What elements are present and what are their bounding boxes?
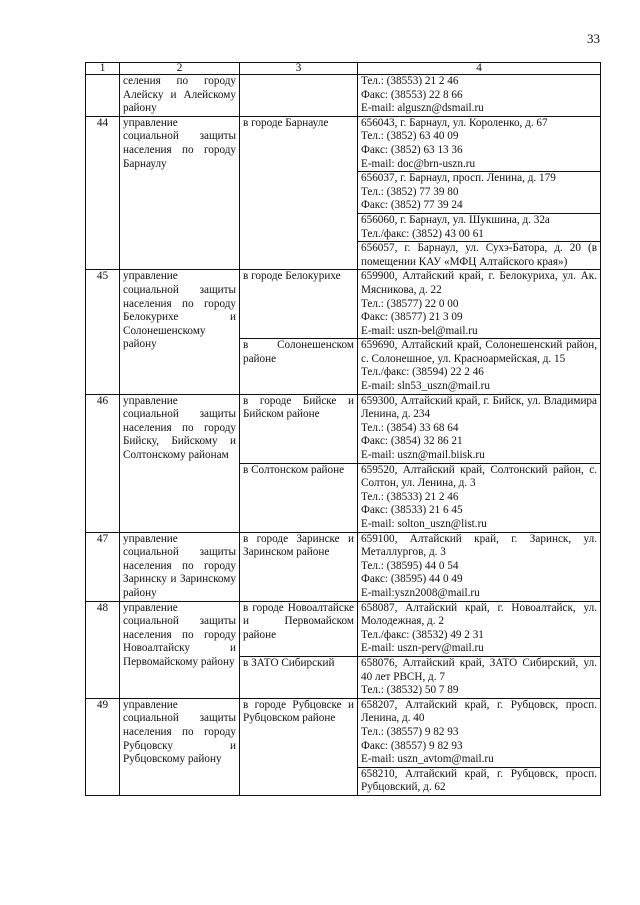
email-line: E-mail: uszn-bel@mail.ru	[361, 324, 478, 337]
email-line: E-mail: uszn@mail.biisk.ru	[361, 449, 485, 462]
contact-details	[358, 116, 601, 171]
email-line: E-mail: doc@brn-uszn.ru	[361, 157, 476, 170]
phone-line: Тел.: (38553) 21 2 46	[361, 75, 459, 87]
service-area: в городе Барнауле	[240, 116, 358, 270]
row-number	[86, 75, 120, 117]
email-line: E-mail: uszn_avtom@mail.ru	[361, 753, 494, 766]
phone-line: Тел.: (38533) 21 2 46	[361, 490, 459, 503]
phone-line: Тел.: (38595) 44 0 54	[361, 559, 459, 572]
email-line: E-mail: alguszn@dsmail.ru	[361, 102, 484, 115]
phone-line: Тел.: (38532) 50 7 89	[361, 684, 459, 697]
organization-name: управление социальной защиты населения по городу Бийску, Бийскому и Солтонскому районам	[120, 394, 240, 532]
contact-details	[358, 601, 601, 656]
address-line: 658076, Алтайский край, ЗАТО Сибирский, ул. 40 лет РВСН, д. 7	[361, 656, 597, 683]
table-row	[86, 394, 601, 463]
service-area: в Солонешенском районе	[240, 339, 358, 394]
organization-name: управление социальной защиты населения по городу Барнаулу	[120, 116, 240, 270]
address-line: 659520, Алтайский край, Солтонский район, с. Солтон, ул. Ленина, д. 3	[361, 463, 597, 490]
fax-line: Факс: (38533) 21 6 45	[361, 504, 463, 517]
contact-details	[358, 698, 601, 767]
table-row	[86, 601, 601, 656]
organization-name: управление социальной защиты населения по городу Рубцовску и Рубцовскому району	[120, 698, 240, 795]
organization-name: управление социальной защиты населения по городу Новоалтайску и Первомайскому району	[120, 601, 240, 698]
phone-line: Тел.: (38557) 9 82 93	[361, 725, 459, 738]
contact-details	[358, 394, 601, 463]
page-number: 33	[587, 31, 600, 46]
address-line: 656043, г. Барнаул, ул. Короленко, д. 67	[361, 116, 548, 129]
contact-details	[358, 213, 601, 241]
organization-name: управление социальной защиты населения по городу Заринску и Заринскому району	[120, 532, 240, 601]
table-row	[86, 532, 601, 601]
email-line: E-mail:yszn2008@mail.ru	[361, 586, 480, 599]
fax-line: Факс: (38553) 22 8 66	[361, 88, 463, 101]
row-number: 47	[86, 532, 120, 601]
row-number: 44	[86, 116, 120, 270]
contact-details	[358, 270, 601, 339]
phone-line: Тел.: (3852) 77 39 80	[361, 185, 459, 198]
contact-details	[358, 242, 601, 270]
service-area	[240, 75, 358, 117]
phone-line: Тел.: (3852) 63 40 09	[361, 130, 459, 143]
phone-line: Тел./факс: (3852) 43 00 61	[361, 227, 484, 240]
row-number: 49	[86, 698, 120, 795]
fax-line: Факс: (3852) 77 39 24	[361, 199, 463, 212]
contact-details	[358, 172, 601, 214]
fax-line: Факс: (38557) 9 82 93	[361, 739, 463, 752]
service-area: в городе Новоалтайске и Первомайском районе	[240, 601, 358, 656]
contact-details	[358, 463, 601, 532]
table-row	[86, 75, 601, 117]
service-area: в городе Белокурихе	[240, 270, 358, 339]
address-line: 659900, Алтайский край, г. Белокуриха, ул. Ак. Мясникова, д. 22	[361, 270, 597, 296]
address-line: 658087, Алтайский край, г. Новоалтайск, ул. Молодежная, д. 2	[361, 601, 597, 628]
address-line: 656057, г. Барнаул, ул. Сухэ-Батора, д. 20 (в помещении КАУ «МФЦ Алтайского края»)	[361, 242, 597, 268]
address-line: 659300, Алтайский край, г. Бийск, ул. Владимира Ленина, д. 234	[361, 394, 597, 421]
column-header: 4	[358, 63, 601, 75]
table-row	[86, 270, 601, 339]
contact-details	[358, 656, 601, 698]
phone-line: Тел.: (38577) 22 0 00	[361, 297, 459, 310]
address-line: 659690, Алтайский край, Солонешенский район, с. Солонешное, ул. Красноармейская, д. 15	[361, 339, 597, 365]
address-line: 656037, г. Барнаул, просп. Ленина, д. 179	[361, 172, 556, 185]
row-number: 45	[86, 270, 120, 394]
phone-line: Тел./факс: (38594) 22 2 46	[361, 366, 484, 379]
fax-line: Факс: (3854) 32 86 21	[361, 435, 463, 448]
address-line: 658207, Алтайский край, г. Рубцовск, просп. Ленина, д. 40	[361, 698, 597, 725]
service-area: в городе Заринске и Заринском районе	[240, 532, 358, 601]
table-row	[86, 116, 601, 171]
service-area: в ЗАТО Сибирский	[240, 656, 358, 698]
fax-line: Факс: (3852) 63 13 36	[361, 143, 463, 156]
table-row	[86, 698, 601, 767]
phone-line: Тел./факс: (38532) 49 2 31	[361, 628, 484, 641]
row-number: 46	[86, 394, 120, 532]
phone-line: Тел.: (3854) 33 68 64	[361, 421, 459, 434]
contact-details	[358, 75, 601, 117]
table-body	[86, 75, 601, 796]
address-line: 658210, Алтайский край, г. Рубцовск, просп. Рубцовский, д. 62	[361, 767, 597, 794]
email-line: E-mail: solton_uszn@list.ru	[361, 518, 487, 530]
contact-details	[358, 532, 601, 601]
column-header: 3	[240, 63, 358, 75]
organization-name: селения по городу Алейску и Алейскому району	[120, 75, 240, 117]
table-header-row	[86, 63, 601, 75]
contacts-table	[85, 62, 601, 796]
service-area: в Солтонском районе	[240, 463, 358, 532]
contact-details	[358, 339, 601, 394]
column-header: 1	[86, 63, 120, 75]
column-header: 2	[120, 63, 240, 75]
service-area: в городе Бийске и Бийском районе	[240, 394, 358, 463]
email-line: E-mail: uszn-perv@mail.ru	[361, 642, 484, 655]
fax-line: Факс: (38577) 21 3 09	[361, 311, 463, 324]
email-line: E-mail: sln53_uszn@mail.ru	[361, 380, 490, 393]
service-area: в городе Рубцовске и Рубцовском районе	[240, 698, 358, 795]
address-line: 656060, г. Барнаул, ул. Шукшина, д. 32а	[361, 213, 550, 226]
organization-name: управление социальной защиты населения по городу Белокурихе и Солонешенскому району	[120, 270, 240, 394]
contact-details	[358, 767, 601, 795]
address-line: 659100, Алтайский край, г. Заринск, ул. Металлургов, д. 3	[361, 532, 597, 559]
fax-line: Факс: (38595) 44 0 49	[361, 573, 463, 586]
row-number: 48	[86, 601, 120, 698]
